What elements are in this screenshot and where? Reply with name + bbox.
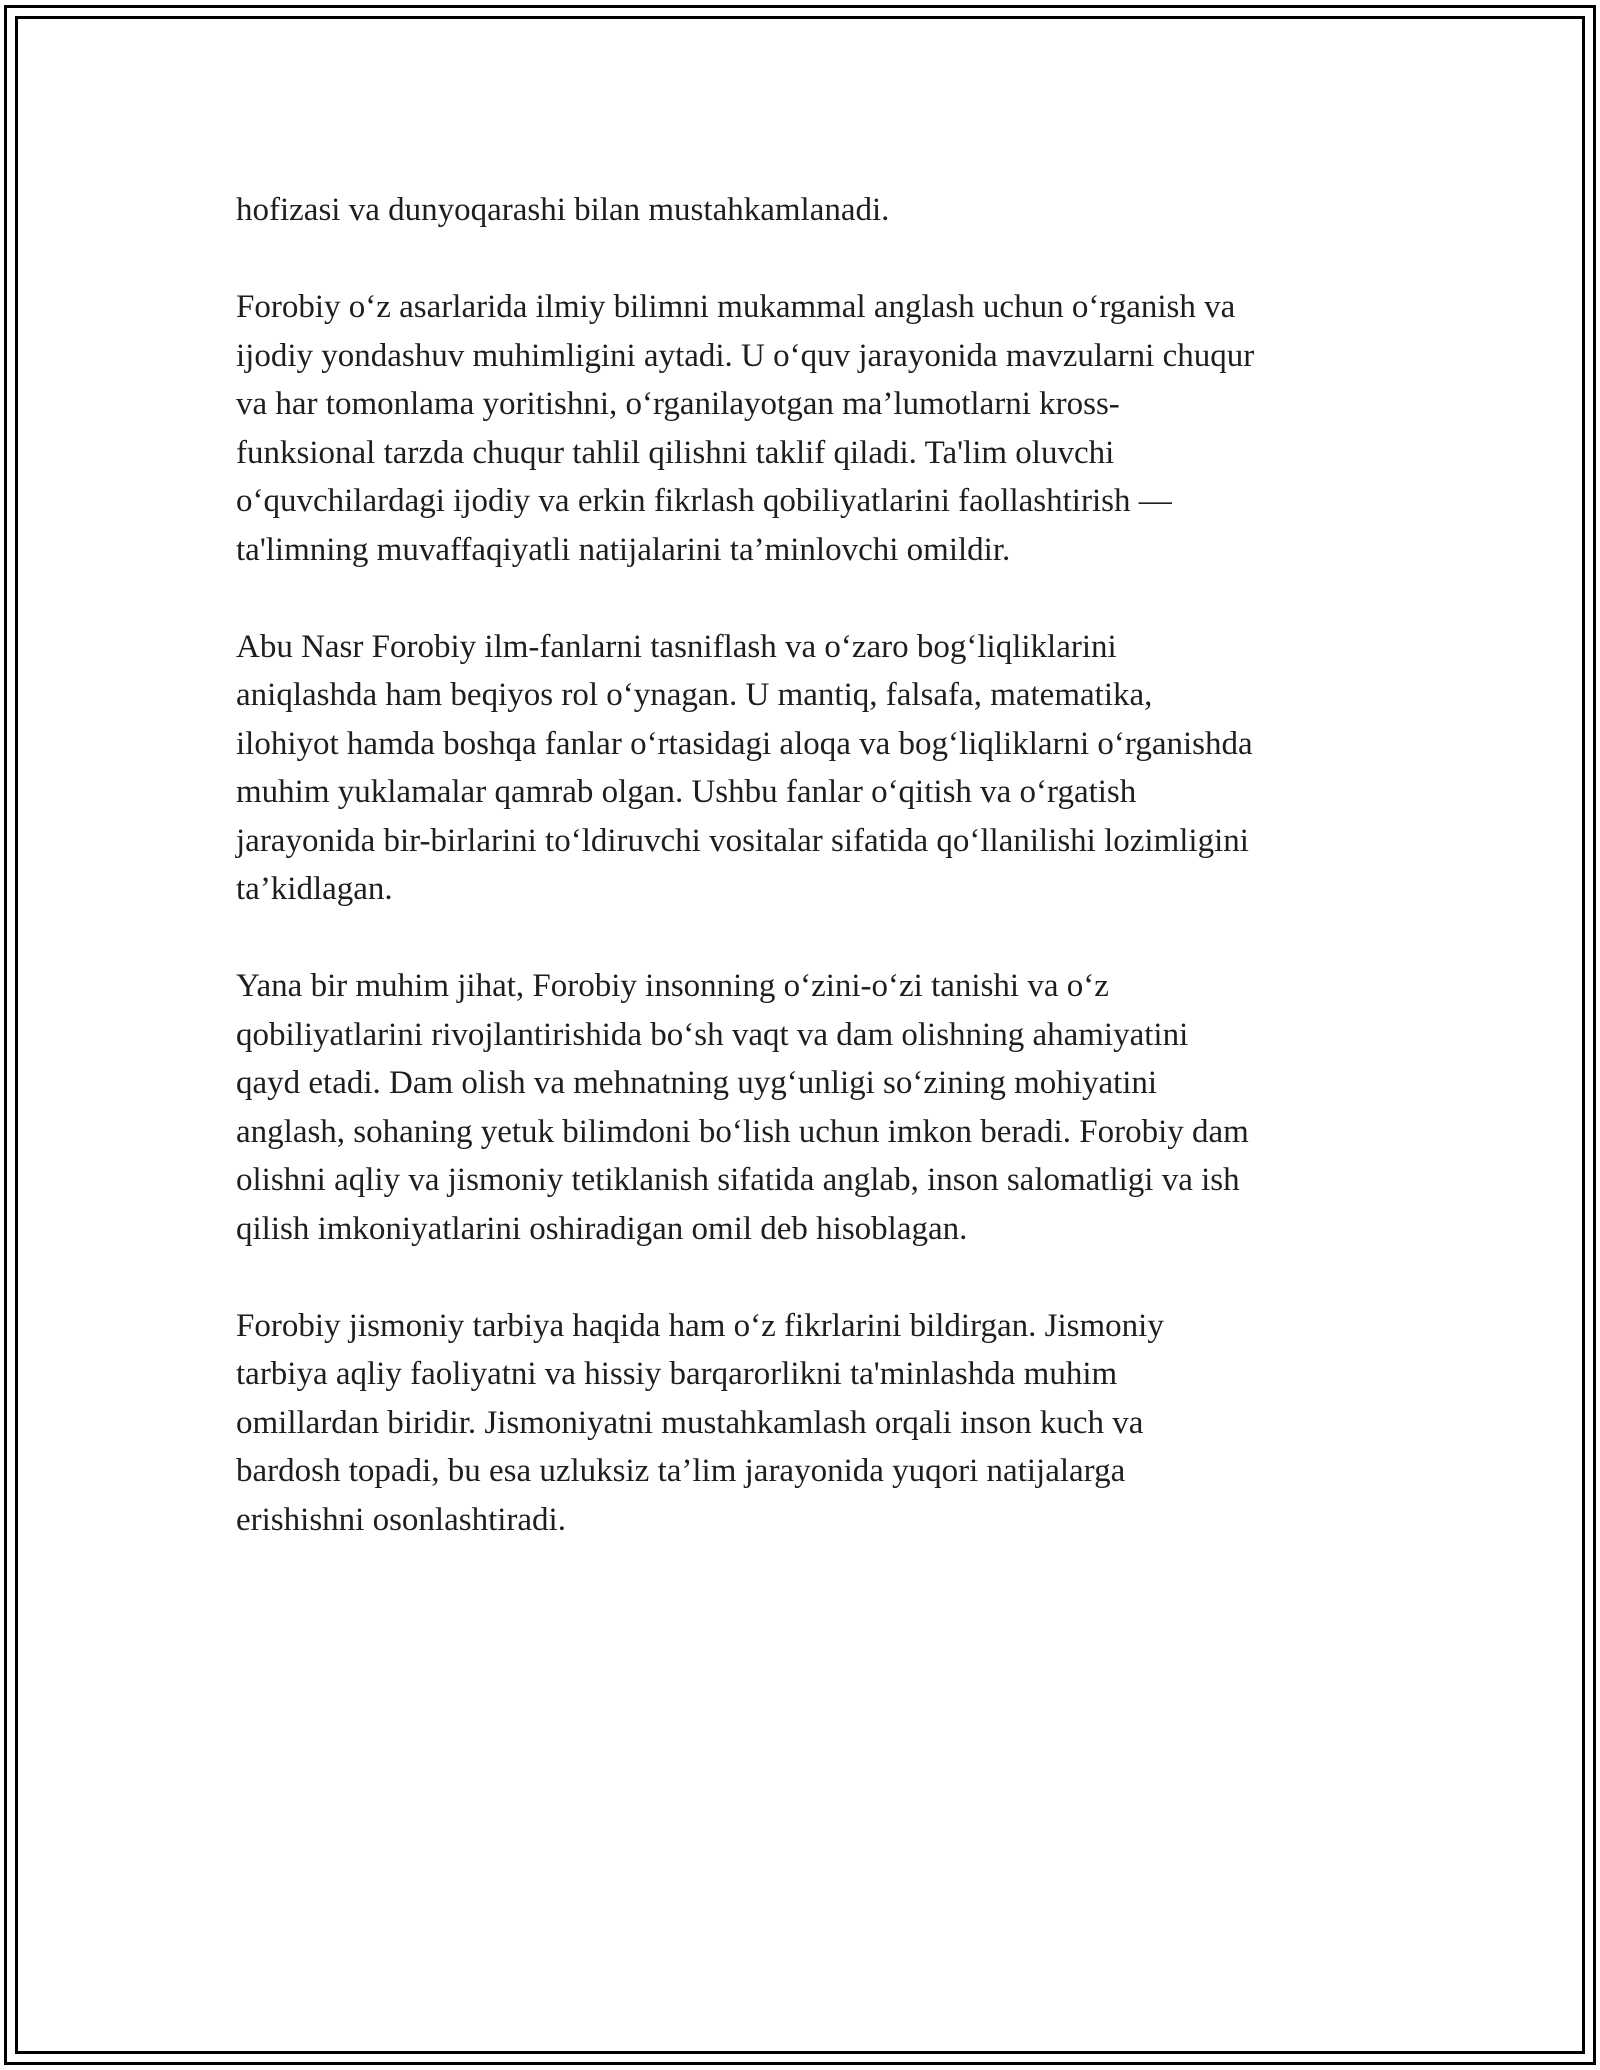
paragraph-4: Yana bir muhim jihat, Forobiy insonning o‘zini-o‘zi tanishi va o‘z qobiliyatlarini rivojlantirishida bo‘sh vaqt va dam olishning ahamiyatini qayd etadi. Dam olish va mehnatning uyg‘unligi so‘zining mohiyatini anglash, sohaning yetuk bilimdoni bo‘lish uchun imkon beradi. Forobiy dam olishni aqliy va jismoniy tetiklanish sifatida anglab, inson salomatligi va ish qilish imkoniyatlarini oshiradigan omil deb hisoblagan. xyxy=(236,968,1249,1247)
paragraph-2: Forobiy o‘z asarlarida ilmiy bilimni mukammal anglash uchun o‘rganish va ijodiy yondashuv muhimligini aytadi. U o‘quv jarayonida mavzularni chuqur va har tomonlama yoritishni, o‘rganilayotgan ma’lumotlarni kross- funksional tarzda chuqur tahlil qilishni taklif qiladi. Ta'lim oluvchi o‘quvchilardagi ijodiy va erkin fikrlash qobiliyatlarini faollashtirish — ta'limning muvaffaqiyatli natijalarini ta’minlovchi omildir. xyxy=(236,289,1255,568)
paragraph-3: Abu Nasr Forobiy ilm-fanlarni tasniflash va o‘zaro bog‘liqliklarini aniqlashda ham beqiyos rol o‘ynagan. U mantiq, falsafa, matematika, ilohiyot hamda boshqa fanlar o‘rtasidagi aloqa va bog‘liqliklarni o‘rganishda muhim yuklamalar qamrab olgan. Ushbu fanlar o‘qitish va o‘rgatish jarayonida bir-birlarini to‘ldiruvchi vositalar sifatida qo‘llanilishi lozimligini ta’kidlagan. xyxy=(236,628,1253,907)
paragraph-5: Forobiy jismoniy tarbiya haqida ham o‘z fikrlarini bildirgan. Jismoniy tarbiya aqliy faoliyatni va hissiy barqarorlikni ta'minlashda muhim omillardan biridir. Jismoniyatni mustahkamlash orqali inson kuch va bardosh topadi, bu esa uzluksiz ta’lim jarayonida yuqori natijalarga erishishni osonlashtiradi. xyxy=(236,1307,1164,1538)
paragraph-1: hofizasi va dunyoqarashi bilan mustahkamlanadi. xyxy=(236,192,890,228)
document-body xyxy=(236,186,1386,1593)
